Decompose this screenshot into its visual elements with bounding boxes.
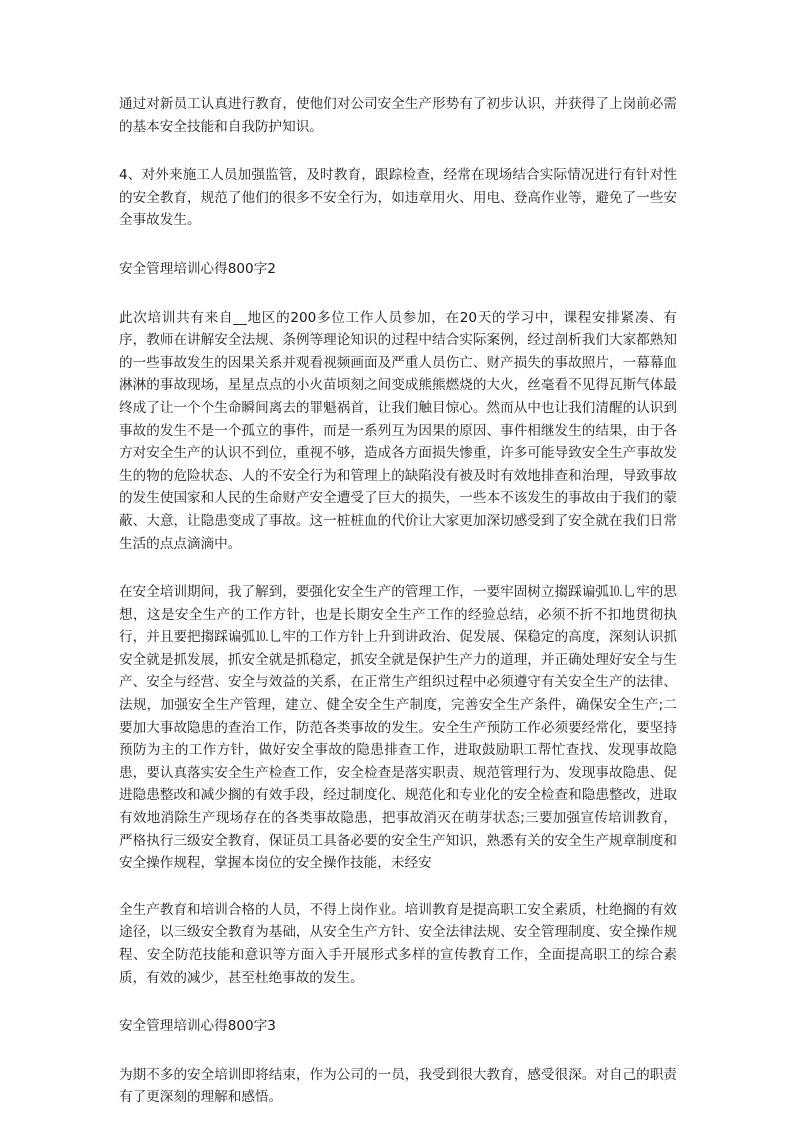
paragraph-training-education: 全生产教育和培训合格的人员，不得上岗作业。培训教育是提高职工安全素质，杜绝搁的有效途径，以三级安全教育为基础，从安全生产方针、安全法律法规、安全管理制度、安全操作规程、安全防范技能和意识等方面入手开展形式多样的宣传教育工作，全面提高职工的综合素质，有效的减少，甚至杜绝事故的发生。	[119, 901, 677, 986]
paragraph-safety-management: 在安全培训期间，我了解到，要强化安全生产的管理工作，一要牢固树立搊踩谝弧⒑乚牢的思想，这是安全生产的工作方针，也是长期安全生产工作的经验总结，必须不折不扣地贯彻执行，并且要把搊踩谝弧⒑乚牢的工作方针上升到讲政治、促发展、保稳定的高度，深刻认识抓安全就是抓发展，抓安全就是抓稳定，抓安全就是保护生产力的道理，并正确处理好安全与生产、安全与经营、安全与效益的关系，在正常生产组织过程中必须遵守有关安全生产的法律、法规，加强安全生产管理，建立、健全安全生产制度，完善安全生产条件，确保安全生产;二要加大事故隐患的查治工作，防范各类事故的发生。安全生产预防工作必须要经常化，要坚持预防为主的工作方针，做好安全事故的隐患排查工作，进取鼓励职工帮忙查找、发现事故隐患，要认真落实安全生产检查工作，安全检查是落实职责、规范管理行为、发现事故隐患、促进隐患整改和减少搁的有效手段，经过制度化、规范化和专业化的安全检查和隐患整改，进取有效地消除生产现场存在的各类事故隐患，把事故消灭在萌芽状态;三要加强宣传培训教育，严格执行三级安全教育，保证员工具备必要的安全生产知识，熟悉有关的安全生产规章制度和安全操作规程，掌握本岗位的安全操作技能，未经安	[119, 584, 677, 872]
document-page	[119, 93, 677, 1109]
paragraph-item-4: 4、对外来施工人员加强监管，及时教育，跟踪检查，经常在现场结合实际情况进行有针对性的安全教育，规范了他们的很多不安全行为，如违章用火、用电、登高作业等，避免了一些安全事故发生。	[119, 167, 677, 229]
paragraph-training-overview: 此次培训共有来自__地区的200多位工作人员参加，在20天的学习中，课程安排紧凑、有序，教师在讲解安全法规、条例等理论知识的过程中结合实际案例，经过剖析我们大家都熟知的一些事故发生的因果关系并观看视频画面及严重人员伤亡、财产损失的事故照片，一幕幕血淋淋的事故现场，星星点点的小火苗顷刻之间变成熊熊燃烧的大火，丝毫看不见得瓦斯气体最终成了让一个个生命瞬间离去的罪魁祸首，让我们触目惊心。然而从中也让我们清醒的认识到事故的发生不是一个孤立的事件，而是一系列互为因果的原因、事件相继发生的结果，由于各方对安全生产的认识不到位，重视不够，造成各方面损失惨重，许多可能导致安全生产事故发生的物的危险状态、人的不安全行为和管理上的缺陷没有被及时有效地排查和治理，导致事故的发生使国家和人民的生命财产安全遭受了巨大的损失，一些本不该发生的事故由于我们的蒙蔽、大意，让隐患变成了事故。这一桩桩血的代价让大家更加深切感受到了安全就在我们日常生活的点点滴滴中。	[119, 309, 677, 552]
section-heading-3: 安全管理培训心得800字3	[119, 1018, 276, 1035]
paragraph-conclusion: 为期不多的安全培训即将结束，作为公司的一员，我受到很大教育，感受很深。对自己的职责有了更深刻的理解和感悟。	[119, 1066, 677, 1106]
paragraph-intro: 通过对新员工认真进行教育，使他们对公司安全生产形势有了初步认识，并获得了上岗前必需的基本安全技能和自我防护知识。	[119, 96, 677, 135]
section-heading-2: 安全管理培训心得800字2	[119, 260, 276, 277]
